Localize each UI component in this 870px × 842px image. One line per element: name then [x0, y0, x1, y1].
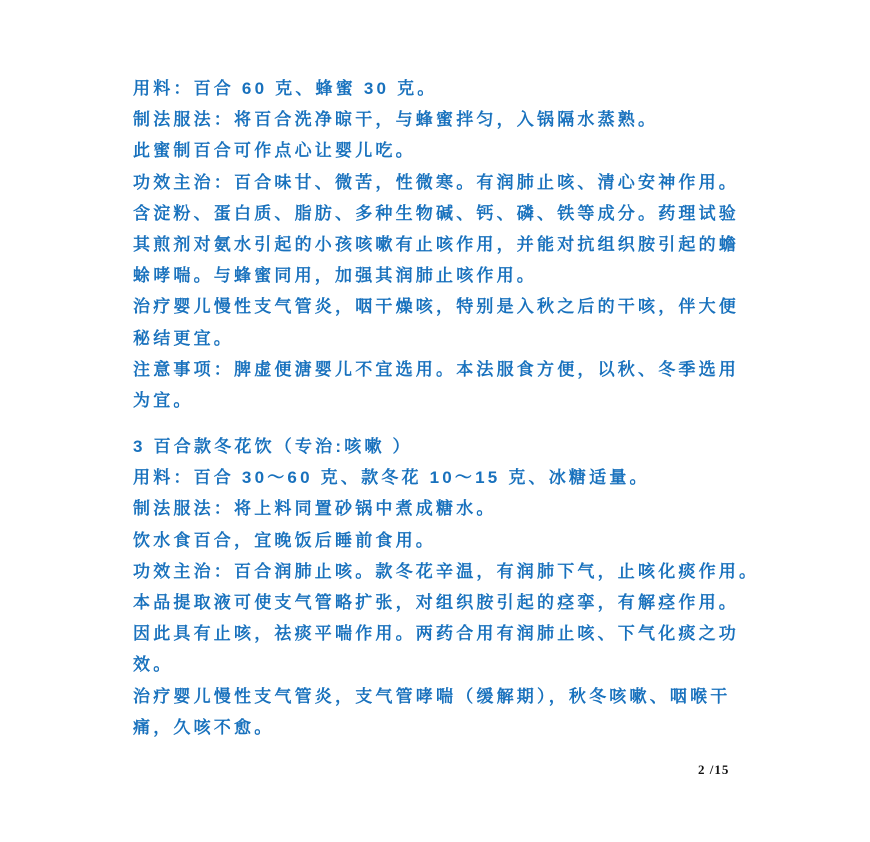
text-line: 含淀粉、蛋白质、脂肪、多种生物碱、钙、磷、铁等成分。药理试验 [133, 203, 739, 223]
text-line: 效。 [133, 655, 174, 675]
text-line: 功效主治：百合润肺止咳。款冬花辛温，有润肺下气，止咳化痰作用。 [133, 561, 760, 581]
text-line: 本品提取液可使支气管略扩张，对组织胺引起的痉挛，有解痉作用。 [133, 593, 739, 612]
text-line: 制法服法：将上料同置砂锅中煮成糖水。 [133, 499, 497, 519]
text-line: 为宜。 [133, 390, 194, 410]
text-line: 秘结更宜。 [133, 328, 234, 348]
text-line: 用料：百合 30～60 克、款冬花 10～15 克、冰糖适量。 [133, 468, 650, 488]
text-line: 治疗婴儿慢性支气管炎，咽干燥咳，特别是入秋之后的干咳，伴大便 [133, 297, 739, 317]
text-line: 用料：百合 60 克、蜂蜜 30 克。 [133, 79, 438, 98]
text-line: 功效主治：百合味甘、微苦，性微寒。有润肺止咳、清心安神作用。 [133, 172, 739, 192]
text-line: 注意事项：脾虚便溏婴儿不宜选用。本法服食方便，以秋、冬季选用 [133, 359, 739, 379]
text-line: 此蜜制百合可作点心让婴儿吃。 [133, 141, 416, 161]
document-text-block [133, 73, 760, 743]
text-line: 饮水食百合，宜晚饭后睡前食用。 [133, 530, 436, 550]
section-heading: 3 百合款冬花饮（专治:咳嗽 ） [133, 437, 413, 457]
text-line: 其煎剂对氨水引起的小孩咳嗽有止咳作用，并能对抗组织胺引起的蟾 [133, 234, 739, 254]
text-line: 制法服法：将百合洗净晾干，与蜂蜜拌匀，入锅隔水蒸熟。 [133, 110, 659, 130]
text-line: 痛，久咳不愈。 [133, 717, 275, 737]
page-number: 2 /15 [698, 762, 730, 777]
text-line: 蜍哮喘。与蜂蜜同用，加强其润肺止咳作用。 [133, 266, 537, 286]
text-line: 因此具有止咳，祛痰平喘作用。两药合用有润肺止咳、下气化痰之功 [133, 624, 739, 644]
text-line: 治疗婴儿慢性支气管炎，支气管哮喘（缓解期），秋冬咳嗽、咽喉干 [133, 686, 731, 706]
